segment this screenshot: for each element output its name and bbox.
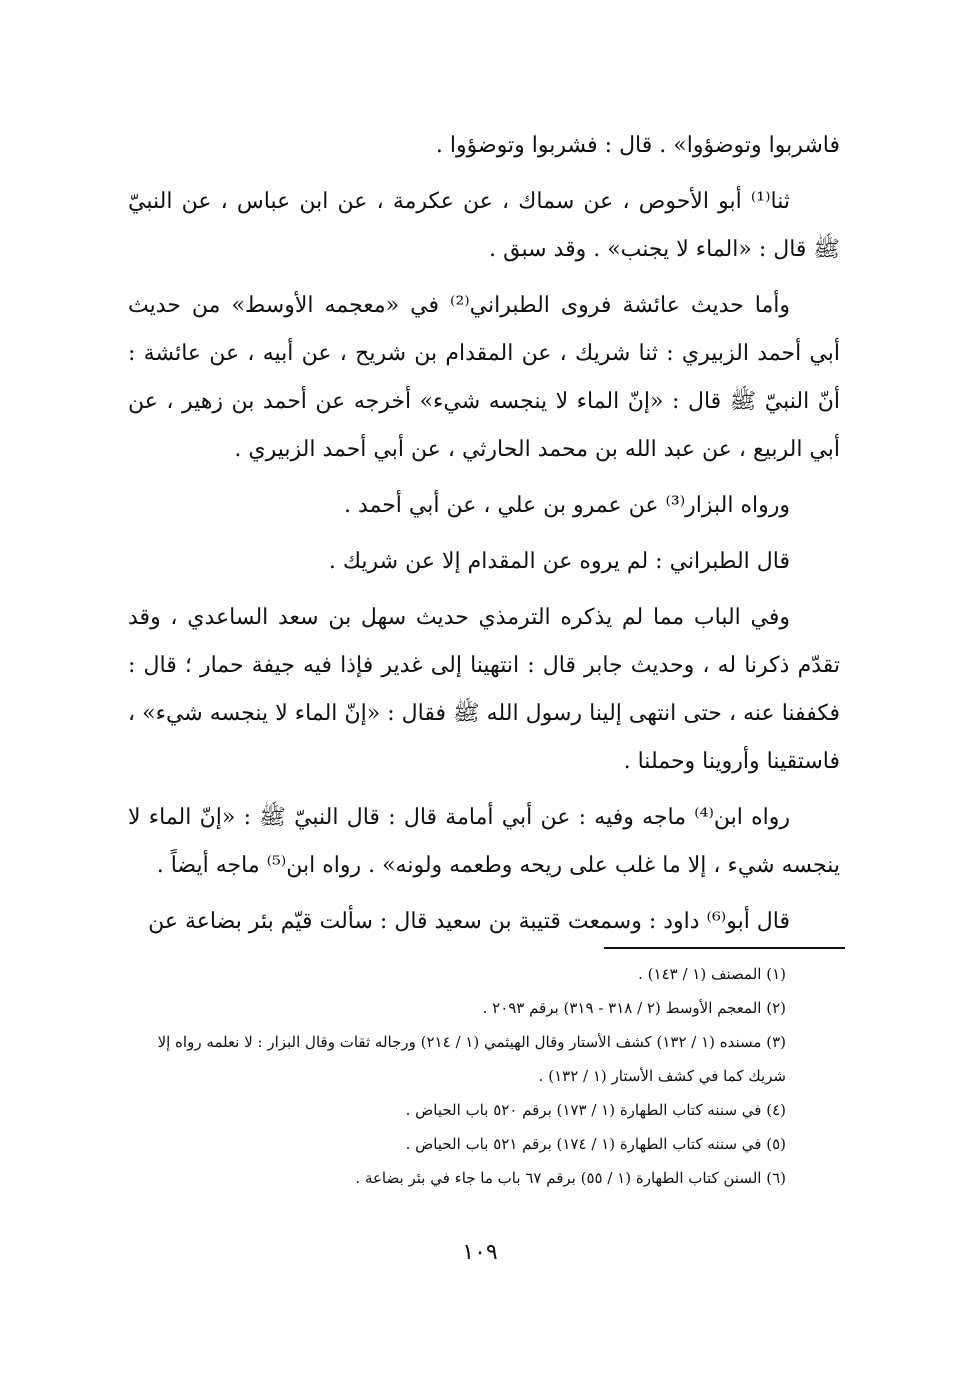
footnote: (٢) المعجم الأوسط (٢ / ٣١٨ - ٣١٩) برقم ٢٠٩٣ . xyxy=(482,999,786,1017)
paragraph: رواه ابن⁽⁴⁾ ماجه وفيه : عن أبي أمامة قال : قال النبيّ ﷺ : «إنّ الماء لا ينجسه شيء ، إلا ما غلب على ريحه وطعمه ولونه» . رواه ابن⁽⁵⁾ ماجه أيضاً . xyxy=(128,805,840,878)
footnote: (٣) مسنده (١ / ١٣٢) كشف الأستار وقال الهيثمي (١ / ٢١٤) ورجاله ثقات وقال البزار : لا نعلمه رواه إلا شريك كما في كشف الأستار (١ / ١٣٢) . xyxy=(157,1033,786,1085)
paragraph: قال أبو⁽⁶⁾ داود : وسمعت قتيبة بن سعيد قال : سألت قيّم بئر بضاعة عن xyxy=(148,909,790,934)
paragraph: ثنا⁽¹⁾ أبو الأحوص ، عن سماك ، عن عكرمة ، عن ابن عباس ، عن النبيّ ﷺ قال : «الماء لا يجنب» . وقد سبق . xyxy=(128,189,840,262)
footnote: (١) المصنف (١ / ١٤٣) . xyxy=(638,965,786,983)
paragraph: قال الطبراني : لم يروه عن المقدام إلا عن شريك . xyxy=(328,549,790,574)
paragraph: ورواه البزار⁽³⁾ عن عمرو بن علي ، عن أبي أحمد . xyxy=(343,493,790,518)
footnote-separator xyxy=(604,947,845,949)
paragraph: فاشربوا وتوضؤوا» . قال : فشربوا وتوضؤوا . xyxy=(435,133,840,158)
paragraph: وفي الباب مما لم يذكره الترمذي حديث سهل بن سعد الساعدي ، وقد تقدّم ذكرنا له ، وحديث جابر قال : انتهينا إلى غدير فإذا فيه جيفة حمار ؛ قال : فكففنا عنه ، حتى انتهى إلينا رسول الله ﷺ فقال : «إنّ الماء لا ينجسه شيء» ، فاستقينا وأروينا وحملنا . xyxy=(128,605,840,774)
page-number: ١٠٩ xyxy=(462,1240,498,1265)
paragraph: وأما حديث عائشة فروى الطبراني⁽²⁾ في «معجمه الأوسط» من حديث أبي أحمد الزبيري : ثنا شريك ، عن المقدام بن شريح ، عن أبيه ، عن عائشة : أنّ النبيّ ﷺ قال : «إنّ الماء لا ينجسه شيء» أخرجه عن أحمد بن زهير ، عن أبي الربيع ، عن عبد الله بن محمد الحارثي ، عن أبي أحمد الزبيري . xyxy=(128,293,840,462)
footnotes xyxy=(136,957,842,1195)
footnote: (٦) السنن كتاب الطهارة (١ / ٥٥) برقم ٦٧ باب ما جاء في بئر بضاعة . xyxy=(355,1169,786,1187)
main-text-body xyxy=(128,122,840,954)
footnote: (٤) في سننه كتاب الطهارة (١ / ١٧٣) برقم ٥٢٠ باب الحياض . xyxy=(405,1101,786,1119)
footnote: (٥) في سننه كتاب الطهارة (١ / ١٧٤) برقم ٥٢١ باب الحياض . xyxy=(405,1135,786,1153)
